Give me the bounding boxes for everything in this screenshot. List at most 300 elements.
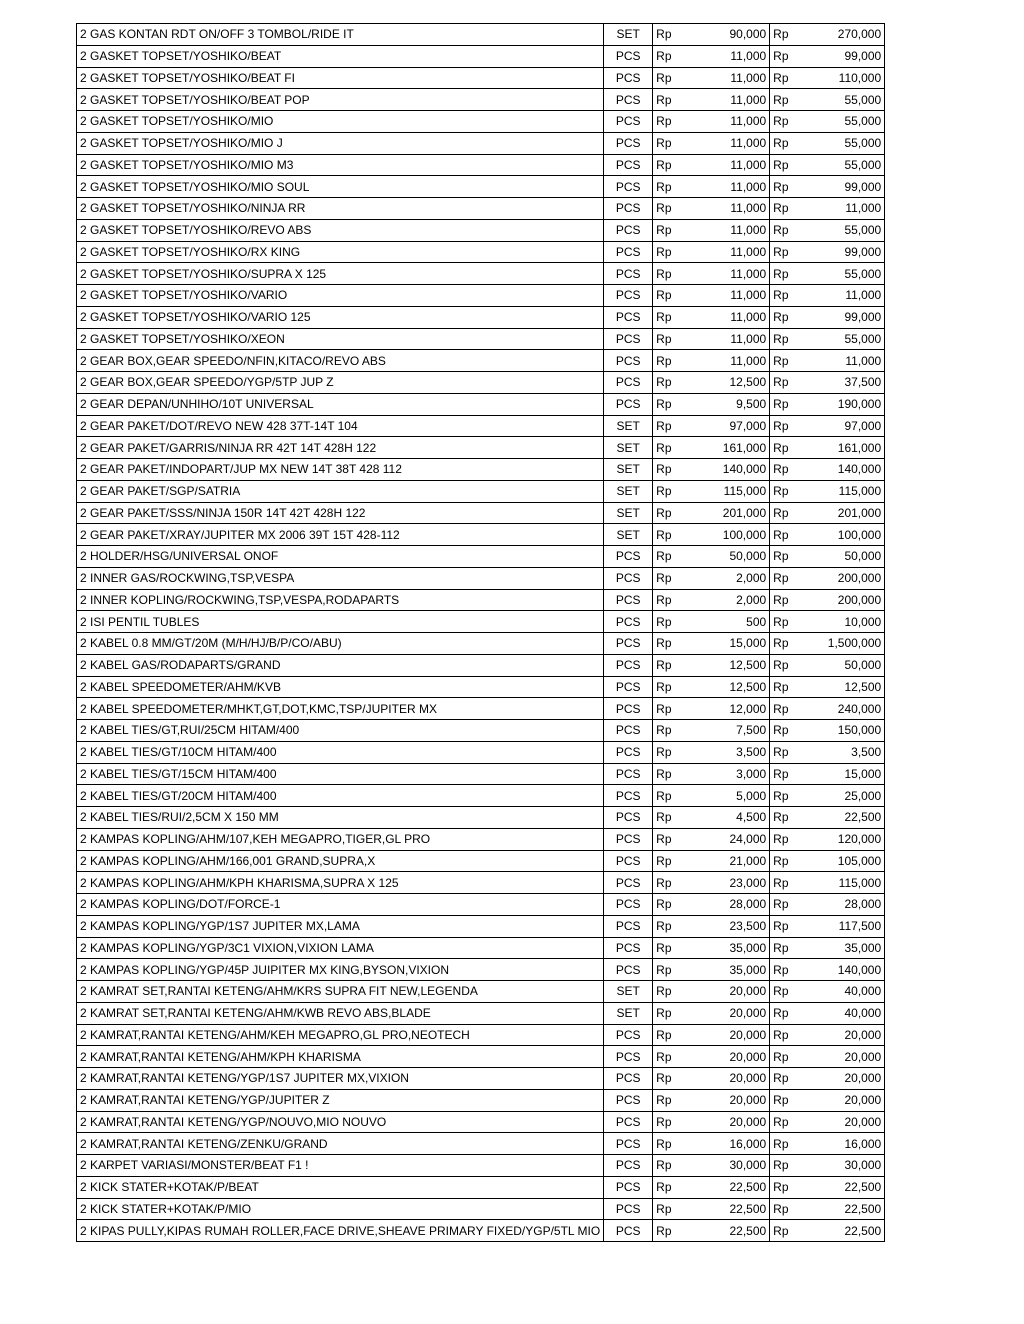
- total-currency: Rp: [770, 1133, 807, 1155]
- item-description: 2 KAMRAT,RANTAI KETENG/AHM/KPH KHARISMA: [77, 1046, 604, 1068]
- price-currency: Rp: [653, 1133, 690, 1155]
- table-row: [77, 1133, 885, 1155]
- item-description: 2 GEAR PAKET/INDOPART/JUP MX NEW 14T 38T 428 112: [77, 459, 604, 481]
- item-total: 20,000: [806, 1068, 885, 1090]
- price-currency: Rp: [653, 1024, 690, 1046]
- price-currency: Rp: [653, 45, 690, 67]
- price-list-table: [76, 23, 885, 1242]
- total-currency: Rp: [770, 1024, 807, 1046]
- item-description: 2 GASKET TOPSET/YOSHIKO/BEAT FI: [77, 67, 604, 89]
- total-currency: Rp: [770, 981, 807, 1003]
- item-unit: PCS: [604, 328, 653, 350]
- item-total: 201,000: [806, 502, 885, 524]
- price-currency: Rp: [653, 937, 690, 959]
- item-unit: PCS: [604, 1024, 653, 1046]
- price-currency: Rp: [653, 546, 690, 568]
- item-total: 20,000: [806, 1089, 885, 1111]
- item-unit: PCS: [604, 676, 653, 698]
- total-currency: Rp: [770, 633, 807, 655]
- total-currency: Rp: [770, 1220, 807, 1242]
- table-row: [77, 1024, 885, 1046]
- price-currency: Rp: [653, 263, 690, 285]
- total-currency: Rp: [770, 894, 807, 916]
- item-description: 2 GASKET TOPSET/YOSHIKO/RX KING: [77, 241, 604, 263]
- item-total: 22,500: [806, 1198, 885, 1220]
- item-unit: PCS: [604, 198, 653, 220]
- item-unit: PCS: [604, 1046, 653, 1068]
- price-currency: Rp: [653, 524, 690, 546]
- table-row: [77, 654, 885, 676]
- item-total: 99,000: [806, 45, 885, 67]
- price-currency: Rp: [653, 1198, 690, 1220]
- total-currency: Rp: [770, 698, 807, 720]
- price-currency: Rp: [653, 306, 690, 328]
- item-description: 2 GEAR PAKET/SSS/NINJA 150R 14T 42T 428H 122: [77, 502, 604, 524]
- item-unit-price: 161,000: [689, 437, 770, 459]
- total-currency: Rp: [770, 219, 807, 241]
- item-total: 22,500: [806, 807, 885, 829]
- item-unit-price: 500: [689, 611, 770, 633]
- item-unit: PCS: [604, 1155, 653, 1177]
- item-unit-price: 11,000: [689, 350, 770, 372]
- item-total: 30,000: [806, 1155, 885, 1177]
- item-total: 190,000: [806, 393, 885, 415]
- item-description: 2 KABEL TIES/RUI/2,5CM X 150 MM: [77, 807, 604, 829]
- item-total: 11,000: [806, 285, 885, 307]
- price-currency: Rp: [653, 894, 690, 916]
- price-currency: Rp: [653, 1089, 690, 1111]
- item-total: 120,000: [806, 828, 885, 850]
- table-row: [77, 306, 885, 328]
- total-currency: Rp: [770, 372, 807, 394]
- table-row: [77, 1111, 885, 1133]
- item-unit-price: 20,000: [689, 1024, 770, 1046]
- item-unit-price: 22,500: [689, 1220, 770, 1242]
- price-currency: Rp: [653, 698, 690, 720]
- item-description: 2 GAS KONTAN RDT ON/OFF 3 TOMBOL/RIDE IT: [77, 24, 604, 46]
- table-row: [77, 828, 885, 850]
- price-currency: Rp: [653, 654, 690, 676]
- total-currency: Rp: [770, 720, 807, 742]
- item-total: 55,000: [806, 154, 885, 176]
- table-row: [77, 415, 885, 437]
- item-unit-price: 12,500: [689, 676, 770, 698]
- item-unit-price: 16,000: [689, 1133, 770, 1155]
- item-total: 37,500: [806, 372, 885, 394]
- price-currency: Rp: [653, 176, 690, 198]
- item-total: 16,000: [806, 1133, 885, 1155]
- item-unit-price: 11,000: [689, 219, 770, 241]
- item-unit-price: 20,000: [689, 1068, 770, 1090]
- item-description: 2 GEAR PAKET/SGP/SATRIA: [77, 480, 604, 502]
- total-currency: Rp: [770, 45, 807, 67]
- table-row: [77, 1176, 885, 1198]
- item-total: 12,500: [806, 676, 885, 698]
- price-currency: Rp: [653, 154, 690, 176]
- price-currency: Rp: [653, 828, 690, 850]
- item-description: 2 KICK STATER+KOTAK/P/BEAT: [77, 1176, 604, 1198]
- item-description: 2 GASKET TOPSET/YOSHIKO/BEAT POP: [77, 89, 604, 111]
- total-currency: Rp: [770, 654, 807, 676]
- item-unit: PCS: [604, 937, 653, 959]
- item-unit-price: 23,000: [689, 872, 770, 894]
- total-currency: Rp: [770, 459, 807, 481]
- item-unit: PCS: [604, 546, 653, 568]
- price-currency: Rp: [653, 720, 690, 742]
- table-row: [77, 24, 885, 46]
- table-row: [77, 589, 885, 611]
- item-unit: PCS: [604, 306, 653, 328]
- item-description: 2 GASKET TOPSET/YOSHIKO/BEAT: [77, 45, 604, 67]
- item-unit: PCS: [604, 45, 653, 67]
- price-currency: Rp: [653, 567, 690, 589]
- table-row: [77, 698, 885, 720]
- item-total: 20,000: [806, 1046, 885, 1068]
- item-unit-price: 22,500: [689, 1176, 770, 1198]
- price-currency: Rp: [653, 241, 690, 263]
- item-unit-price: 35,000: [689, 937, 770, 959]
- price-currency: Rp: [653, 633, 690, 655]
- total-currency: Rp: [770, 1155, 807, 1177]
- item-unit-price: 50,000: [689, 546, 770, 568]
- item-description: 2 GEAR PAKET/XRAY/JUPITER MX 2006 39T 15T 428-112: [77, 524, 604, 546]
- total-currency: Rp: [770, 589, 807, 611]
- price-currency: Rp: [653, 67, 690, 89]
- price-currency: Rp: [653, 1155, 690, 1177]
- total-currency: Rp: [770, 154, 807, 176]
- item-description: 2 GASKET TOPSET/YOSHIKO/VARIO: [77, 285, 604, 307]
- table-row: [77, 372, 885, 394]
- item-total: 115,000: [806, 872, 885, 894]
- item-total: 105,000: [806, 850, 885, 872]
- table-row: [77, 524, 885, 546]
- item-unit: PCS: [604, 654, 653, 676]
- item-unit-price: 11,000: [689, 67, 770, 89]
- item-unit-price: 12,000: [689, 698, 770, 720]
- item-description: 2 KICK STATER+KOTAK/P/MIO: [77, 1198, 604, 1220]
- item-total: 55,000: [806, 263, 885, 285]
- item-description: 2 GASKET TOPSET/YOSHIKO/MIO M3: [77, 154, 604, 176]
- total-currency: Rp: [770, 763, 807, 785]
- item-total: 55,000: [806, 328, 885, 350]
- price-currency: Rp: [653, 437, 690, 459]
- table-row: [77, 480, 885, 502]
- total-currency: Rp: [770, 611, 807, 633]
- price-currency: Rp: [653, 415, 690, 437]
- item-unit: PCS: [604, 763, 653, 785]
- price-currency: Rp: [653, 1220, 690, 1242]
- table-row: [77, 176, 885, 198]
- table-row: [77, 111, 885, 133]
- item-unit: PCS: [604, 894, 653, 916]
- item-unit-price: 5,000: [689, 785, 770, 807]
- item-unit: PCS: [604, 1198, 653, 1220]
- item-description: 2 KABEL TIES/GT,RUI/25CM HITAM/400: [77, 720, 604, 742]
- total-currency: Rp: [770, 328, 807, 350]
- table-row: [77, 219, 885, 241]
- item-total: 140,000: [806, 959, 885, 981]
- item-unit-price: 11,000: [689, 45, 770, 67]
- total-currency: Rp: [770, 241, 807, 263]
- item-total: 110,000: [806, 67, 885, 89]
- item-unit: PCS: [604, 1220, 653, 1242]
- item-total: 22,500: [806, 1220, 885, 1242]
- table-row: [77, 350, 885, 372]
- table-row: [77, 1089, 885, 1111]
- item-total: 200,000: [806, 589, 885, 611]
- table-row: [77, 546, 885, 568]
- total-currency: Rp: [770, 415, 807, 437]
- item-unit: PCS: [604, 263, 653, 285]
- item-total: 161,000: [806, 437, 885, 459]
- table-row: [77, 67, 885, 89]
- total-currency: Rp: [770, 524, 807, 546]
- price-currency: Rp: [653, 1111, 690, 1133]
- item-description: 2 GASKET TOPSET/YOSHIKO/XEON: [77, 328, 604, 350]
- table-row: [77, 1002, 885, 1024]
- item-unit: SET: [604, 981, 653, 1003]
- price-currency: Rp: [653, 763, 690, 785]
- price-currency: Rp: [653, 807, 690, 829]
- table-row: [77, 915, 885, 937]
- total-currency: Rp: [770, 676, 807, 698]
- item-description: 2 KAMRAT SET,RANTAI KETENG/AHM/KWB REVO ABS,BLADE: [77, 1002, 604, 1024]
- item-total: 35,000: [806, 937, 885, 959]
- item-unit-price: 11,000: [689, 198, 770, 220]
- item-unit: PCS: [604, 611, 653, 633]
- item-unit: SET: [604, 437, 653, 459]
- table-row: [77, 1220, 885, 1242]
- table-row: [77, 850, 885, 872]
- item-unit: PCS: [604, 589, 653, 611]
- item-unit-price: 20,000: [689, 1111, 770, 1133]
- price-currency: Rp: [653, 872, 690, 894]
- total-currency: Rp: [770, 480, 807, 502]
- item-total: 117,500: [806, 915, 885, 937]
- price-currency: Rp: [653, 285, 690, 307]
- total-currency: Rp: [770, 1046, 807, 1068]
- item-unit: PCS: [604, 872, 653, 894]
- item-description: 2 KAMRAT,RANTAI KETENG/ZENKU/GRAND: [77, 1133, 604, 1155]
- price-currency: Rp: [653, 1068, 690, 1090]
- item-unit: PCS: [604, 741, 653, 763]
- item-description: 2 GEAR PAKET/DOT/REVO NEW 428 37T-14T 104: [77, 415, 604, 437]
- table-row: [77, 633, 885, 655]
- item-unit: SET: [604, 459, 653, 481]
- total-currency: Rp: [770, 872, 807, 894]
- item-unit-price: 20,000: [689, 1046, 770, 1068]
- table-row: [77, 720, 885, 742]
- item-description: 2 GEAR DEPAN/UNHIHO/10T UNIVERSAL: [77, 393, 604, 415]
- item-unit: PCS: [604, 915, 653, 937]
- item-unit-price: 11,000: [689, 306, 770, 328]
- item-description: 2 KABEL TIES/GT/10CM HITAM/400: [77, 741, 604, 763]
- item-unit: SET: [604, 524, 653, 546]
- item-unit: PCS: [604, 720, 653, 742]
- table-row: [77, 1068, 885, 1090]
- item-unit: SET: [604, 502, 653, 524]
- table-row: [77, 285, 885, 307]
- table-row: [77, 872, 885, 894]
- total-currency: Rp: [770, 850, 807, 872]
- total-currency: Rp: [770, 67, 807, 89]
- item-description: 2 GASKET TOPSET/YOSHIKO/SUPRA X 125: [77, 263, 604, 285]
- item-unit: PCS: [604, 132, 653, 154]
- item-unit-price: 15,000: [689, 633, 770, 655]
- price-currency: Rp: [653, 589, 690, 611]
- table-row: [77, 981, 885, 1003]
- item-description: 2 KABEL TIES/GT/15CM HITAM/400: [77, 763, 604, 785]
- price-currency: Rp: [653, 981, 690, 1003]
- price-currency: Rp: [653, 850, 690, 872]
- item-description: 2 KAMRAT SET,RANTAI KETENG/AHM/KRS SUPRA FIT NEW,LEGENDA: [77, 981, 604, 1003]
- price-currency: Rp: [653, 393, 690, 415]
- item-unit: SET: [604, 415, 653, 437]
- item-total: 99,000: [806, 306, 885, 328]
- item-total: 28,000: [806, 894, 885, 916]
- item-total: 240,000: [806, 698, 885, 720]
- item-unit-price: 7,500: [689, 720, 770, 742]
- item-unit: PCS: [604, 850, 653, 872]
- item-description: 2 KABEL SPEEDOMETER/MHKT,GT,DOT,KMC,TSP/JUPITER MX: [77, 698, 604, 720]
- total-currency: Rp: [770, 785, 807, 807]
- item-description: 2 INNER GAS/ROCKWING,TSP,VESPA: [77, 567, 604, 589]
- total-currency: Rp: [770, 915, 807, 937]
- item-description: 2 KAMRAT,RANTAI KETENG/YGP/1S7 JUPITER MX,VIXION: [77, 1068, 604, 1090]
- item-unit: PCS: [604, 89, 653, 111]
- table-row: [77, 132, 885, 154]
- table-row: [77, 45, 885, 67]
- item-unit: PCS: [604, 1133, 653, 1155]
- item-unit-price: 115,000: [689, 480, 770, 502]
- item-unit-price: 30,000: [689, 1155, 770, 1177]
- item-description: 2 KIPAS PULLY,KIPAS RUMAH ROLLER,FACE DRIVE,SHEAVE PRIMARY FIXED/YGP/5TL MIO: [77, 1220, 604, 1242]
- item-unit: PCS: [604, 176, 653, 198]
- table-row: [77, 154, 885, 176]
- total-currency: Rp: [770, 937, 807, 959]
- item-unit-price: 23,500: [689, 915, 770, 937]
- price-currency: Rp: [653, 480, 690, 502]
- total-currency: Rp: [770, 393, 807, 415]
- total-currency: Rp: [770, 198, 807, 220]
- table-row: [77, 263, 885, 285]
- price-currency: Rp: [653, 459, 690, 481]
- item-description: 2 KAMRAT,RANTAI KETENG/YGP/JUPITER Z: [77, 1089, 604, 1111]
- table-row: [77, 785, 885, 807]
- table-row: [77, 763, 885, 785]
- item-unit: PCS: [604, 1111, 653, 1133]
- item-description: 2 KAMRAT,RANTAI KETENG/YGP/NOUVO,MIO NOUVO: [77, 1111, 604, 1133]
- item-description: 2 GASKET TOPSET/YOSHIKO/VARIO 125: [77, 306, 604, 328]
- item-unit-price: 201,000: [689, 502, 770, 524]
- total-currency: Rp: [770, 285, 807, 307]
- item-description: 2 HOLDER/HSG/UNIVERSAL ONOF: [77, 546, 604, 568]
- item-unit: PCS: [604, 698, 653, 720]
- item-unit-price: 11,000: [689, 263, 770, 285]
- item-total: 200,000: [806, 567, 885, 589]
- price-currency: Rp: [653, 89, 690, 111]
- table-row: [77, 1046, 885, 1068]
- price-currency: Rp: [653, 198, 690, 220]
- price-currency: Rp: [653, 1002, 690, 1024]
- price-currency: Rp: [653, 24, 690, 46]
- item-unit-price: 140,000: [689, 459, 770, 481]
- item-unit-price: 97,000: [689, 415, 770, 437]
- item-unit-price: 28,000: [689, 894, 770, 916]
- item-description: 2 KABEL TIES/GT/20CM HITAM/400: [77, 785, 604, 807]
- price-currency: Rp: [653, 132, 690, 154]
- item-total: 55,000: [806, 132, 885, 154]
- table-row: [77, 393, 885, 415]
- total-currency: Rp: [770, 546, 807, 568]
- item-unit: PCS: [604, 633, 653, 655]
- item-unit: SET: [604, 480, 653, 502]
- item-unit-price: 11,000: [689, 176, 770, 198]
- item-unit: PCS: [604, 785, 653, 807]
- table-row: [77, 502, 885, 524]
- item-unit-price: 100,000: [689, 524, 770, 546]
- item-unit-price: 4,500: [689, 807, 770, 829]
- item-unit: PCS: [604, 1068, 653, 1090]
- item-description: 2 KARPET VARIASI/MONSTER/BEAT F1 !: [77, 1155, 604, 1177]
- item-unit-price: 3,500: [689, 741, 770, 763]
- item-unit: PCS: [604, 285, 653, 307]
- item-unit: PCS: [604, 567, 653, 589]
- item-total: 40,000: [806, 981, 885, 1003]
- table-row: [77, 894, 885, 916]
- item-total: 99,000: [806, 176, 885, 198]
- price-list-body: [77, 24, 885, 1242]
- price-currency: Rp: [653, 676, 690, 698]
- item-unit-price: 11,000: [689, 89, 770, 111]
- table-row: [77, 328, 885, 350]
- item-total: 10,000: [806, 611, 885, 633]
- item-description: 2 GASKET TOPSET/YOSHIKO/MIO SOUL: [77, 176, 604, 198]
- item-description: 2 GASKET TOPSET/YOSHIKO/MIO: [77, 111, 604, 133]
- item-unit-price: 3,000: [689, 763, 770, 785]
- item-unit-price: 24,000: [689, 828, 770, 850]
- total-currency: Rp: [770, 437, 807, 459]
- item-description: 2 KAMPAS KOPLING/YGP/45P JUIPITER MX KING,BYSON,VIXION: [77, 959, 604, 981]
- item-description: 2 GASKET TOPSET/YOSHIKO/NINJA RR: [77, 198, 604, 220]
- item-unit-price: 11,000: [689, 241, 770, 263]
- total-currency: Rp: [770, 1068, 807, 1090]
- price-currency: Rp: [653, 1046, 690, 1068]
- item-description: 2 GEAR BOX,GEAR SPEEDO/YGP/5TP JUP Z: [77, 372, 604, 394]
- total-currency: Rp: [770, 89, 807, 111]
- item-total: 50,000: [806, 654, 885, 676]
- total-currency: Rp: [770, 807, 807, 829]
- item-total: 15,000: [806, 763, 885, 785]
- total-currency: Rp: [770, 24, 807, 46]
- price-list-page: [76, 23, 885, 1242]
- item-total: 20,000: [806, 1024, 885, 1046]
- total-currency: Rp: [770, 1111, 807, 1133]
- item-description: 2 KAMPAS KOPLING/DOT/FORCE-1: [77, 894, 604, 916]
- item-unit: PCS: [604, 828, 653, 850]
- price-currency: Rp: [653, 350, 690, 372]
- item-total: 99,000: [806, 241, 885, 263]
- item-unit-price: 11,000: [689, 328, 770, 350]
- total-currency: Rp: [770, 1002, 807, 1024]
- item-description: 2 KAMPAS KOPLING/AHM/107,KEH MEGAPRO,TIGER,GL PRO: [77, 828, 604, 850]
- item-unit: PCS: [604, 241, 653, 263]
- item-unit-price: 35,000: [689, 959, 770, 981]
- item-unit-price: 22,500: [689, 1198, 770, 1220]
- item-total: 50,000: [806, 546, 885, 568]
- table-row: [77, 1198, 885, 1220]
- item-total: 270,000: [806, 24, 885, 46]
